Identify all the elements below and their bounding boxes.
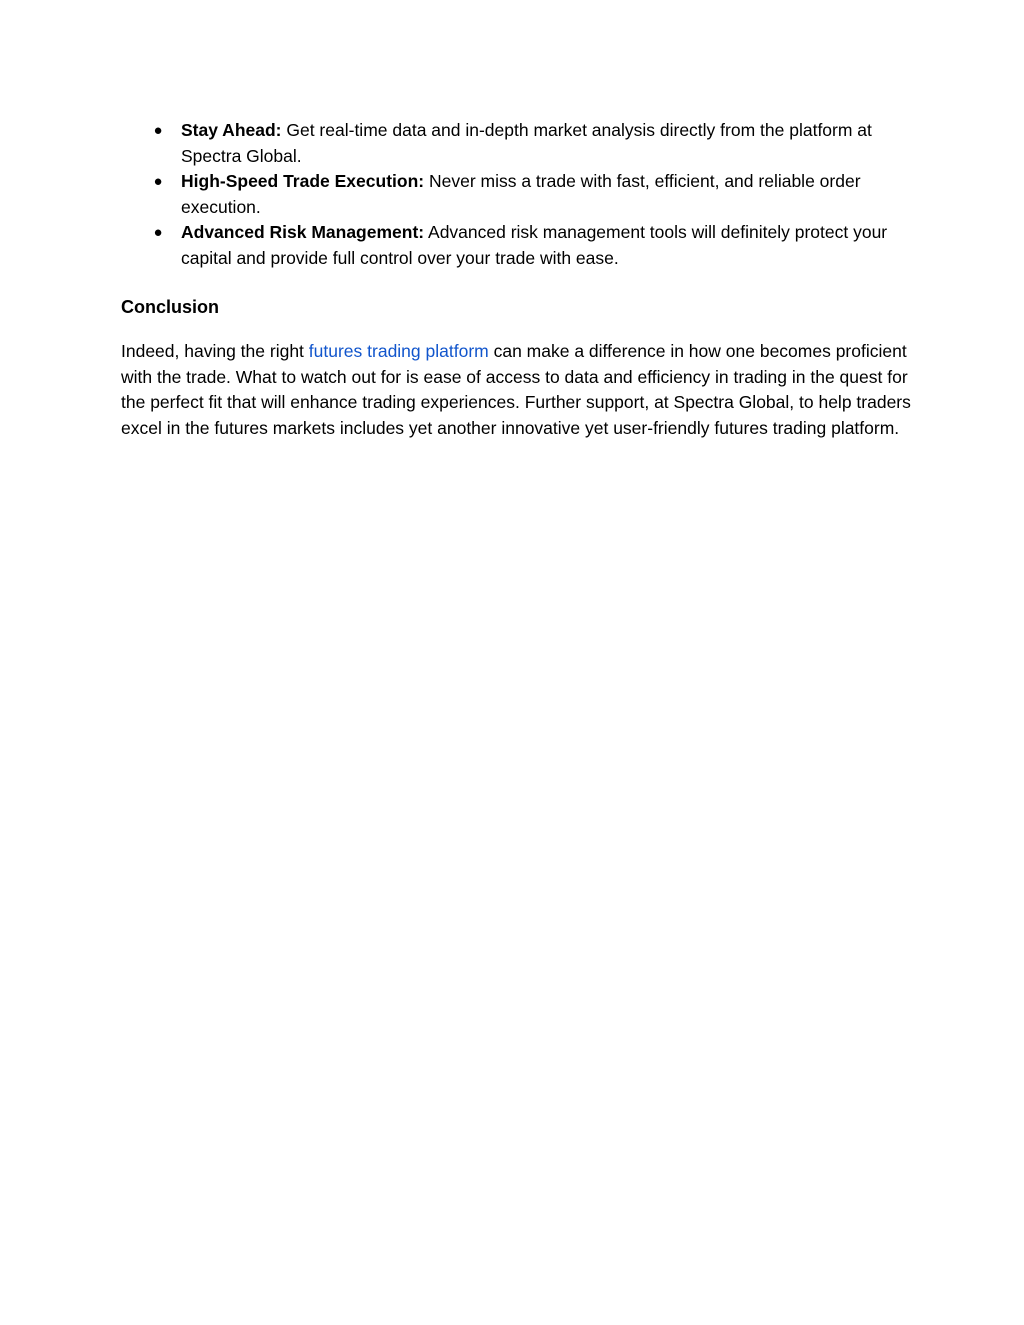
feature-bullet-list: [121, 118, 911, 271]
bullet-title: High-Speed Trade Execution:: [181, 171, 425, 191]
bullet-title: Stay Ahead:: [181, 120, 282, 140]
paragraph-text-after-link: can make a difference in how one becomes proficient with the trade. What to watch out for is ease of access to data and efficiency in trading in the quest for the perfect fit that will enhance trading experiences. Further support, at Spectra Global, to help traders excel in the futures markets includes yet another innovative yet user-friendly futures trading platform.: [121, 341, 911, 438]
conclusion-paragraph: [121, 339, 911, 441]
paragraph-text-before-link: Indeed, having the right: [121, 341, 309, 361]
document-page: [121, 118, 911, 441]
bullet-item-stay-ahead: [121, 118, 911, 169]
bullet-title: Advanced Risk Management:: [181, 222, 425, 242]
bullet-icon: ●: [153, 122, 163, 139]
bullet-item-risk-management: [121, 220, 911, 271]
futures-trading-platform-link[interactable]: futures trading platform: [308, 341, 489, 361]
bullet-icon: ●: [153, 173, 163, 190]
bullet-text: Advanced risk management tools will definitely protect your capital and provide full control over your trade with ease.: [181, 222, 888, 268]
bullet-icon: ●: [153, 224, 163, 241]
conclusion-heading: Conclusion: [121, 297, 219, 317]
bullet-item-trade-execution: [121, 169, 911, 220]
bullet-text: Get real-time data and in-depth market analysis directly from the platform at Spectra Global.: [181, 120, 872, 166]
bullet-text: Never miss a trade with fast, efficient, and reliable order execution.: [181, 171, 861, 217]
